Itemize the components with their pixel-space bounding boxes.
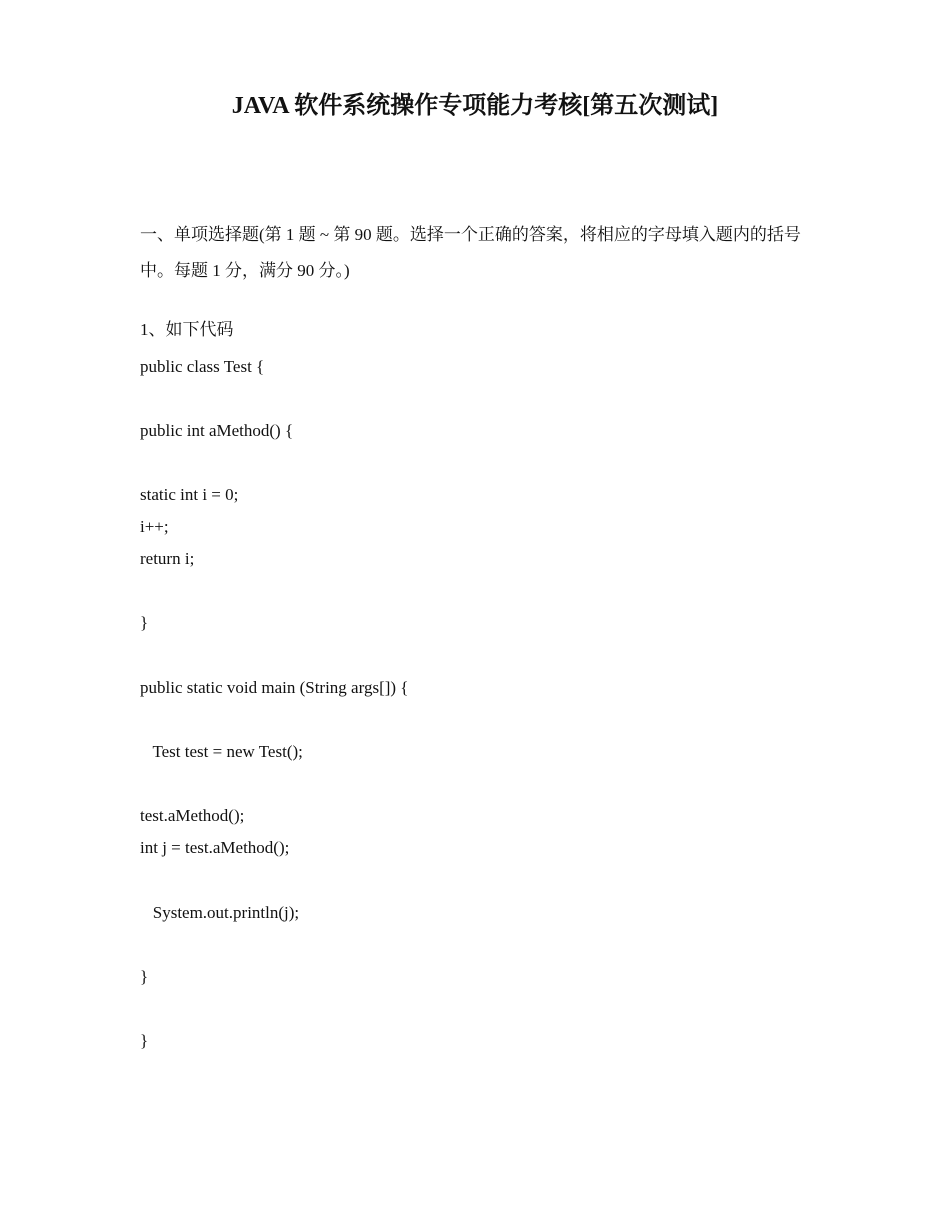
document-title: JAVA 软件系统操作专项能力考核[第五次测试] <box>231 93 719 119</box>
code-line: public int aMethod() { <box>140 421 294 440</box>
code-line: static int i = 0; <box>140 485 239 504</box>
code-line: return i; <box>140 549 195 568</box>
question-heading: 1、如下代码 <box>140 320 234 339</box>
code-line: } <box>140 613 149 632</box>
code-line: Test test = new Test(); <box>140 742 303 761</box>
section-instruction: 一、单项选择题(第 1 题 ~ 第 90 题。选择一个正确的答案，将相应的字母填入题内的括号中。每题 1 分，满分 90 分。) <box>140 225 801 280</box>
code-line: } <box>140 967 149 986</box>
code-line: public static void main (String args[]) { <box>140 678 409 697</box>
code-line: } <box>140 1031 149 1050</box>
code-line: public class Test { <box>140 357 265 376</box>
code-line: test.aMethod(); <box>140 806 245 825</box>
code-line: i++; <box>140 517 169 536</box>
code-line: System.out.println(j); <box>140 903 300 922</box>
code-line: int j = test.aMethod(); <box>140 838 290 857</box>
